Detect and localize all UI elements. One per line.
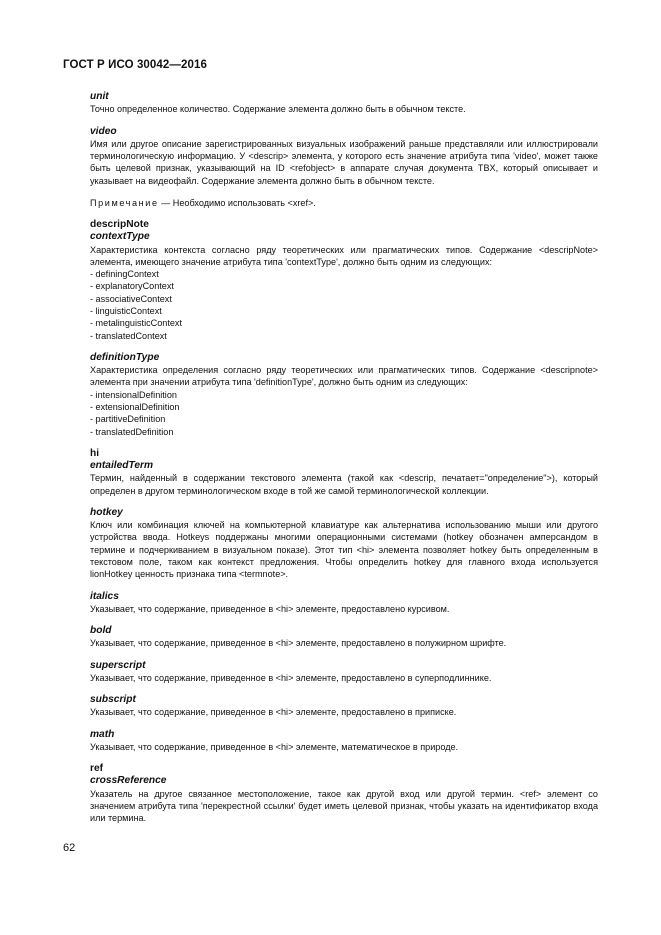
note-dash: — [158,197,173,208]
list-contexttype [90,268,598,342]
definition-bold: Указывает, что содержание, приведенное в <hi> элементе, предоставлено в полужирном шрифте. [90,638,507,649]
heading-hi: hi [90,447,100,459]
list-item: - linguisticContext [90,306,162,317]
definition-superscript: Указывает, что содержание, приведенное в <hi> элементе, предоставлено в суперподлиннике. [90,672,492,683]
term-video: video [90,125,117,137]
definition-contexttype: Характеристика контекста согласно ряду теоретических или прагматических типов. Содержание <descripNote> элемента, имеющего значение атрибута типа 'contextType', должно быть одним из следующих: [90,244,598,267]
term-entailedterm: entailedTerm [90,460,154,472]
term-subscript: subscript [90,694,136,706]
list-definitiontype [90,389,598,438]
definition-definitiontype: Характеристика определения согласно ряду теоретических или прагматических типов. Содержание <descripnote> элемента при значении атрибута типа 'definitionType', должно быть одним из следующих: [90,365,598,388]
term-math: math [90,728,115,740]
list-item: - intensionalDefinition [90,389,177,400]
term-bold: bold [90,625,112,637]
definition-italics: Указывает, что содержание, приведенное в <hi> элементе, предоставлено курсивом. [90,603,450,614]
term-contexttype: contextType [90,231,150,243]
note [90,197,598,209]
definition-subscript: Указывает, что содержание, приведенное в <hi> элементе, предоставлено в приписке. [90,707,457,718]
list-item: - translatedContext [90,330,167,341]
definition-entailedterm: Термин, найденный в содержании текстового элемента (такой как <descrip, печатает="определение">), который определен в другом терминологическом входе в той же самой терминологической коллекции. [90,473,598,496]
list-item: - explanatoryContext [90,281,174,292]
list-item: - translatedDefinition [90,426,174,437]
note-text: Необходимо использовать <xref>. [172,197,316,208]
definition-unit: Точно определенное количество. Содержание элемента должно быть в обычном тексте. [90,104,466,115]
term-crossreference: crossReference [90,775,167,787]
note-label: Примечание [90,197,159,208]
term-unit: unit [90,91,109,102]
definition-video: Имя или другое описание зарегистрированных визуальных изображений раньше представляли или иллюстрировали терминологическую информацию. У <descrip> элемента, у которого есть значение атрибута типа 'video', может также быть целевой признак, указывающий на ID <refobject> в аппарате случая документа TBX, который описывает и указывает на видеофайл. Содержание элемента должно быть в обычном тексте. [90,138,598,186]
list-item: - metalinguisticContext [90,318,182,329]
definition-math: Указывает, что содержание, приведенное в <hi> элементе, математическое в природе. [90,741,459,752]
page-content [90,91,598,824]
page-number: 62 [63,842,76,854]
definition-crossreference: Указатель на другое связанное местоположение, такое как другой вход или другой термин. <ref> элемент со значением атрибута типа 'перекрестной ссылки' будет иметь целевой признак, чтобы указать на идентификатор входа или термина. [90,788,598,824]
list-item: - definingContext [90,269,159,280]
document-header: ГОСТ Р ИСО 30042—2016 [63,59,208,71]
definition-hotkey: Ключ или комбинация ключей на компьютерной клавиатуре как альтернатива использованию мыши или другого устройства ввода. Hotkeys поддержаны многими операционными системами (hotkey обозначен амперсандом в термине и подчеркиванием в визуальном показе). Этот тип <hi> элемента позволяет hotkey быть определенным в текстовом поле, таком как контекст предложения. Чтобы определить hotkey для главного входа используется lionHotkey ценность признака типа <termnote>. [90,520,598,580]
heading-descripnote: descripNote [90,219,149,231]
term-hotkey: hotkey [90,506,123,518]
list-item: - associativeContext [90,293,172,304]
heading-ref: ref [90,763,104,775]
list-item: - extensionalDefinition [90,402,180,413]
term-italics: italics [90,590,119,602]
term-definitiontype: definitionType [90,351,160,363]
term-superscript: superscript [90,659,146,671]
list-item: - partitiveDefinition [90,414,166,425]
